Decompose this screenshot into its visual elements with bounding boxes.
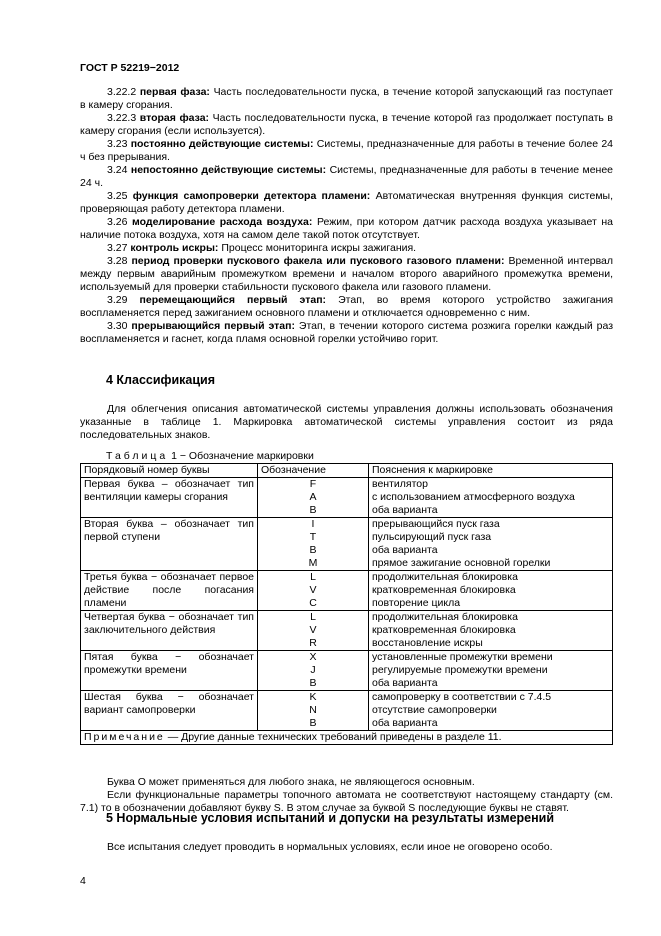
letter-description: Шестая буква − обозначает вариант самопроверки (81, 691, 258, 731)
definition-item (80, 320, 613, 346)
table-row (81, 651, 613, 691)
definition-item (80, 112, 613, 138)
definition-number: 3.29 (107, 294, 128, 306)
table-note-text: — Другие данные технических требований приведены в разделе 11. (167, 731, 502, 743)
explanation-line: с использованием атмосферного воздуха (372, 491, 575, 503)
code-letter: L (310, 571, 316, 583)
explanation-line: оба варианта (372, 544, 438, 556)
page-number: 4 (80, 875, 86, 887)
definition-number: 3.30 (107, 320, 128, 332)
definition-item (80, 164, 613, 190)
definition-text: Режим, при котором датчик расхода воздуха указывает на наличие потока воздуха, хотя на самом деле такой поток отсутствует. (80, 216, 613, 241)
definition-term: постоянно действующие системы: (130, 138, 314, 150)
code-letter: F (309, 478, 317, 490)
explanation-line: регулируемые промежутки времени (372, 664, 548, 676)
explanation-cell (369, 691, 613, 731)
definition-item (80, 138, 613, 164)
code-letter: R (309, 637, 317, 649)
definition-number: 3.24 (107, 164, 128, 176)
code-letter: T (309, 531, 317, 543)
code-letter: K (309, 691, 317, 703)
code-letter: B (309, 504, 317, 516)
explanation-line: вентилятор (372, 478, 428, 490)
explanation-line: оба варианта (372, 504, 438, 516)
definition-item (80, 294, 613, 320)
after-table-text (80, 776, 613, 815)
explanation-cell (369, 571, 613, 611)
definition-number: 3.22.3 (107, 112, 137, 124)
code-letter: I (311, 518, 315, 530)
section-5-text: Все испытания следует проводить в нормальных условиях, если иное не оговорено особо. (107, 841, 553, 853)
table-caption-text: 1 − Обозначение маркировки (171, 450, 314, 462)
table-row (81, 478, 613, 518)
definition-term: контроль искры: (130, 242, 219, 254)
definition-text: Процесс мониторинга искры зажигания. (221, 242, 417, 254)
paragraph: Буква О может применяться для любого знака, не являющегося основным. (107, 776, 475, 788)
explanation-line: восстановление искры (372, 637, 483, 649)
explanation-line: установленные промежутки времени (372, 651, 553, 663)
header-cell-code: Обозначение (258, 464, 369, 478)
definition-term: первая фаза: (139, 86, 210, 98)
code-letter: N (309, 704, 317, 716)
code-cell (258, 518, 369, 571)
definition-term: период проверки пускового факела или пускового газового пламени: (131, 255, 505, 267)
definition-number: 3.22.2 (107, 86, 137, 98)
paragraph: Если функциональные параметры топочного автомата не соответствуют настоящему стандарту (см. 7.1) то в обозначении добавляют букву S. В этом случае за буквой S последующие буквы не ставят. (80, 789, 613, 814)
explanation-line: кратковременная блокировка (372, 624, 516, 636)
header-cell-letter: Порядковый номер буквы (81, 464, 258, 478)
standard-header: ГОСТ Р 52219−2012 (80, 62, 180, 74)
definition-term: функция самопроверки детектора пламени: (132, 190, 371, 202)
explanation-cell (369, 611, 613, 651)
definition-text: Системы, предназначенные для работы в течение более 24 ч без прерывания. (80, 138, 614, 163)
explanation-cell (369, 651, 613, 691)
code-cell (258, 691, 369, 731)
explanation-line: прямое зажигание основной горелки (372, 557, 551, 569)
explanation-line: оба варианта (372, 677, 438, 689)
code-cell (258, 651, 369, 691)
definition-text: Системы, предназначенные для работы в течение менее 24 ч. (80, 164, 614, 189)
code-cell (258, 478, 369, 518)
definition-text: Часть последовательности пуска, в течение которой газ продолжает поступать в камеру сгорания (если используется). (80, 112, 614, 137)
definition-term: прерывающийся первый этап: (131, 320, 295, 332)
header-cell-explanation: Пояснения к маркировке (369, 464, 613, 478)
code-letter: X (309, 651, 317, 663)
code-letter: A (309, 491, 317, 503)
definition-item (80, 216, 613, 242)
section-4-title: 4 Классификация (106, 373, 216, 387)
definition-item (80, 86, 613, 112)
definition-number: 3.28 (107, 255, 128, 267)
definition-number: 3.27 (107, 242, 128, 254)
table-row (81, 611, 613, 651)
definition-text: Временной интервал между первым аварийным промежутком времени и началом второго аварийного промежутка времени, используемый для проверки стабильности пускового факела или газового пламени. (80, 255, 614, 293)
explanation-line: кратковременная блокировка (372, 584, 516, 596)
table-body (81, 478, 613, 731)
explanation-line: самопроверку в соответствии с 7.4.5 (372, 691, 552, 703)
table-caption (106, 450, 314, 462)
code-letter: B (309, 544, 317, 556)
table-note (81, 731, 613, 745)
definition-item (80, 255, 613, 294)
definition-text: Этап, во время которого устройство зажигания воспламеняется перед зажиганием основного пламени и отключается одновременно с ним. (80, 294, 614, 319)
code-letter: C (309, 597, 317, 609)
letter-description: Четвертая буква − обозначает тип заключительного действия (81, 611, 258, 651)
code-letter: V (309, 584, 317, 596)
code-letter: B (309, 677, 317, 689)
definition-number: 3.23 (107, 138, 128, 150)
letter-description: Вторая буква – обозначает тип первой ступени (81, 518, 258, 571)
section-4-intro-text: Для облегчения описания автоматической системы управления должны использовать обозначения указанные в таблице 1. Маркировка автоматической системы управления состоит из ряда последовательных знаков. (80, 403, 613, 441)
definitions-block (80, 86, 613, 346)
table-header-row (81, 464, 613, 478)
definition-term: вторая фаза: (139, 112, 210, 124)
definition-term: непостоянно действующие системы: (130, 164, 327, 176)
code-letter: L (310, 611, 316, 623)
letter-description: Пятая буква − обозначает промежутки времени (81, 651, 258, 691)
explanation-cell (369, 478, 613, 518)
letter-description: Первая буква – обозначает тип вентиляции камеры сгорания (81, 478, 258, 518)
table-note-word: Примечание (84, 731, 165, 743)
definition-text: Автоматическая внутренняя функция системы, проверяющая работу детектора пламени. (80, 190, 614, 215)
section-5-title: 5 Нормальные условия испытаний и допуски на результаты измерений (106, 811, 555, 825)
section-4-intro (80, 403, 613, 442)
explanation-line: продолжительная блокировка (372, 611, 518, 623)
explanation-line: повторение цикла (372, 597, 461, 609)
explanation-line: отсутствие самопроверки (372, 704, 497, 716)
table-row (81, 518, 613, 571)
explanation-line: прерывающийся пуск газа (372, 518, 500, 530)
definition-number: 3.26 (107, 216, 128, 228)
definition-item (80, 190, 613, 216)
explanation-line: оба варианта (372, 717, 438, 729)
section-5-text-block (80, 841, 613, 854)
table-caption-word: Таблица (106, 450, 169, 462)
letter-description: Третья буква − обозначает первое действие после погасания пламени (81, 571, 258, 611)
definition-item (80, 242, 613, 255)
explanation-line: продолжительная блокировка (372, 571, 518, 583)
code-letter: V (309, 624, 317, 636)
code-cell (258, 571, 369, 611)
marking-table (80, 463, 613, 745)
code-cell (258, 611, 369, 651)
code-letter: M (308, 557, 318, 569)
table-row (81, 691, 613, 731)
definition-term: моделирование расхода воздуха: (132, 216, 313, 228)
definition-text: Этап, в течении которого система розжига горелки каждый раз воспламеняется и гаснет, когда пламя основной горелки устойчиво горит. (80, 320, 614, 345)
code-letter: J (310, 664, 316, 676)
table-note-row (81, 731, 613, 745)
code-letter: B (309, 717, 317, 729)
definition-number: 3.25 (107, 190, 128, 202)
explanation-line: пульсирующий пуск газа (372, 531, 492, 543)
table-row (81, 571, 613, 611)
definition-text: Часть последовательности пуска, в течение которой запускающий газ поступает в камеру сгорания. (80, 86, 613, 111)
definition-term: перемещающийся первый этап: (139, 294, 327, 306)
explanation-cell (369, 518, 613, 571)
